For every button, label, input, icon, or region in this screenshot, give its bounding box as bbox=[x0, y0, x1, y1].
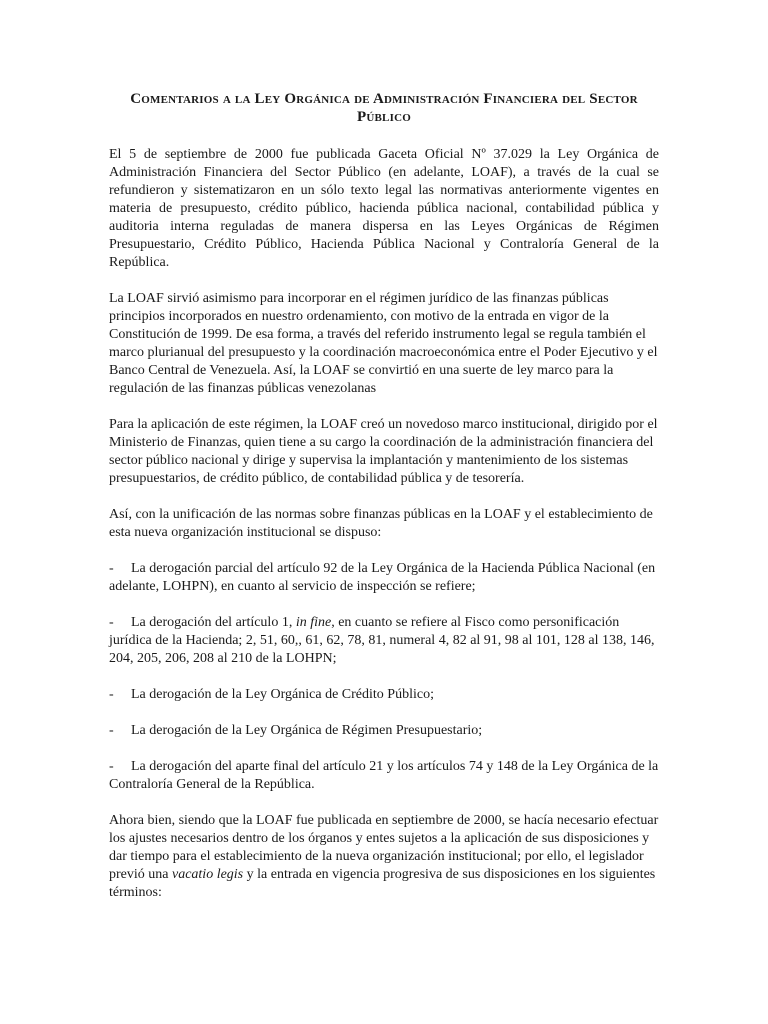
list-item bbox=[109, 758, 659, 794]
list-item bbox=[109, 686, 659, 704]
list-dash: - bbox=[109, 561, 114, 576]
closing-paragraph bbox=[109, 812, 659, 902]
document-title: Comentarios a la Ley Orgánica de Administración Financiera del Sector Público bbox=[130, 91, 638, 125]
list-item bbox=[109, 614, 659, 668]
list-dash: - bbox=[109, 615, 114, 630]
document-page bbox=[109, 90, 659, 920]
list-item-text: La derogación del artículo 1, bbox=[131, 615, 296, 630]
list-item-text: La derogación de la Ley Orgánica de Régimen Presupuestario; bbox=[131, 723, 483, 738]
list-item-italic: in fine bbox=[295, 615, 332, 630]
closing-italic: vacatio legis bbox=[171, 867, 244, 882]
list-item-text: La derogación parcial del artículo 92 de la Ley Orgánica de la Hacienda Pública Nacional (en adelante, LOHPN), en cuanto al servicio de inspección se refiere; bbox=[109, 561, 656, 594]
paragraph-1: El 5 de septiembre de 2000 fue publicada Gaceta Oficial Nº 37.029 la Ley Orgánica de Administración Financiera del Sector Público (en adelante, LOAF), a través de la cual se refundieron y sistematizaron en un sólo texto legal las normativas anteriormente vigentes en materia de presupuesto, crédito público, hacienda pública nacional, contabilidad pública y auditoria interna reguladas de manera dispersa en las Leyes Orgánicas de Régimen Presupuestario, Crédito Público, Hacienda Pública Nacional y Contraloría General de la República. bbox=[109, 147, 659, 270]
paragraph-2: La LOAF sirvió asimismo para incorporar en el régimen jurídico de las finanzas públicas principios incorporados en nuestro ordenamiento, con motivo de la entrada en vigor de la Constitución de 1999. De esa forma, a través del referido instrumento legal se regula también el marco plurianual del presupuesto y la coordinación macroeconómica entre el Poder Ejecutivo y el Banco Central de Venezuela. Así, la LOAF se convirtió en una suerte de ley marco para la regulación de las finanzas públicas venezolanas bbox=[109, 291, 658, 396]
list-item-text: , en cuanto se refiere al Fisco como personificación jurídica de la Hacienda; 2, 51, 60,, 61, 62, 78, 81, numeral 4, 82 al 91, 98 al 101, 128 al 138, 146, 204, 205, 206, 208 al 210 de la LOHPN; bbox=[109, 615, 655, 666]
list-item-text: La derogación del aparte final del artículo 21 y los artículos 74 y 148 de la Ley Orgánica de la Contraloría General de la República. bbox=[109, 759, 659, 792]
list-item bbox=[109, 722, 659, 740]
closing-text: y la entrada en vigencia progresiva de sus disposiciones en los siguientes términos: bbox=[109, 867, 656, 900]
closing-text: Ahora bien, siendo que la LOAF fue publicada en septiembre de 2000, se hacía necesario efectuar los ajustes necesarios dentro de los órganos y entes sujetos a la aplicación de sus disposiciones y dar tiempo para el establecimiento de la nueva organización institucional; por ello, el legislador previó una bbox=[109, 813, 659, 882]
paragraph-3: Para la aplicación de este régimen, la LOAF creó un novedoso marco institucional, dirigido por el Ministerio de Finanzas, quien tiene a su cargo la coordinación de la administración financiera del sector público nacional y dirige y supervisa la implantación y mantenimiento de los sistemas presupuestarios, de crédito público, de contabilidad pública y de tesorería. bbox=[109, 417, 658, 486]
list-dash: - bbox=[109, 687, 114, 702]
list-dash: - bbox=[109, 723, 114, 738]
list-dash: - bbox=[109, 759, 114, 774]
paragraph-4: Así, con la unificación de las normas sobre finanzas públicas en la LOAF y el establecimiento de esta nueva organización institucional se dispuso: bbox=[109, 507, 653, 540]
list-item bbox=[109, 560, 659, 596]
list-item-text: La derogación de la Ley Orgánica de Crédito Público; bbox=[131, 687, 434, 702]
